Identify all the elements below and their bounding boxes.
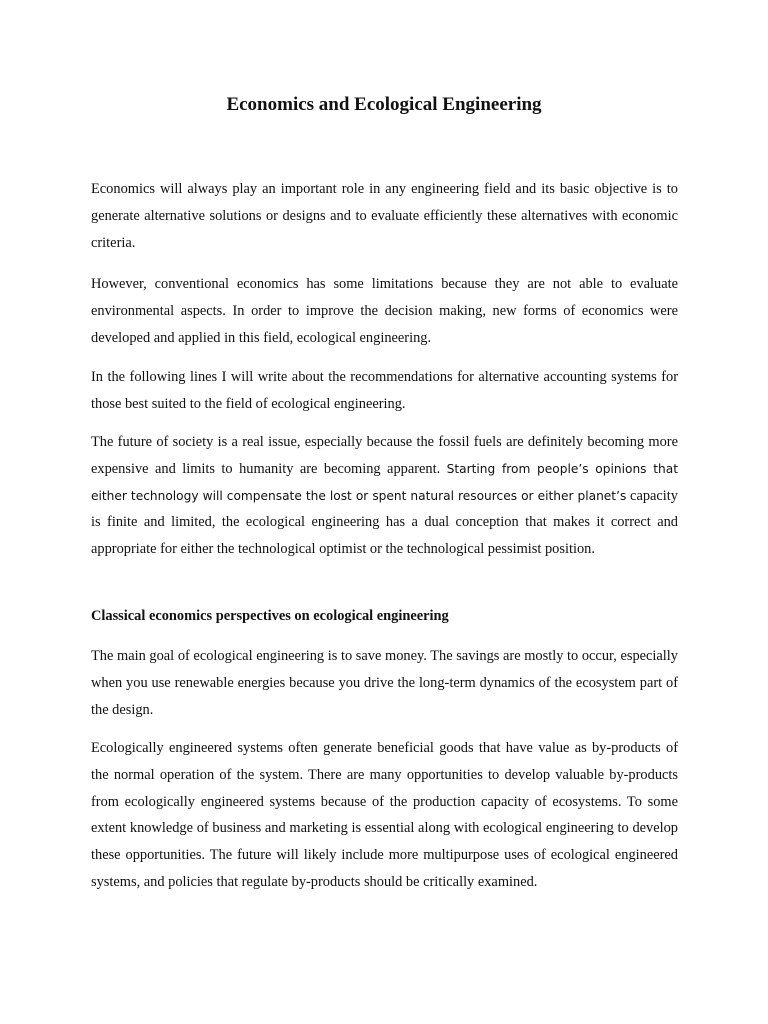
paragraph-following-lines: In the following lines I will write about the recommendations for alternative accounting systems for those best suited to the field of ecological engineering. [91,369,678,412]
document-title: Economics and Ecological Engineering [226,94,542,115]
paragraph-limitations: However, conventional economics has some limitations because they are not able to evaluate environmental aspects. In order to improve the decision making, new forms of economics were developed and applied in this field, ecological engineering. [91,276,678,346]
section-heading: Classical economics perspectives on ecological engineering [91,608,449,624]
paragraph-future-of-society [91,429,678,563]
future-text-part2: Starting from people’s opinions that either technology will compensate the lost or spent natural resources or either planet’s [91,461,678,503]
future-text-part1: The future of society is a real issue, especially because the fossil fuels are definitely becoming more expensive and limits to humanity are becoming apparent. [91,434,678,477]
future-text-part3: capacity is finite and limited, the ecological engineering has a dual conception that makes it correct and appropriate for either the technological optimist or the technological pessimist position. [91,487,678,558]
paragraph-intro: Economics will always play an important role in any engineering field and its basic objective is to generate alternative solutions or designs and to evaluate efficiently these alternatives with economic criteria. [91,181,678,251]
paragraph-by-products: Ecologically engineered systems often generate beneficial goods that have value as by-products of the normal operation of the system. There are many opportunities to develop valuable by-products from ecologically engineered systems because of the production capacity of ecosystems. To some extent knowledge of business and marketing is essential along with ecological engineering to develop these opportunities. The future will likely include more multipurpose uses of ecological engineered systems, and policies that regulate by-products should be critically examined. [91,740,678,890]
paragraph-main-goal: The main goal of ecological engineering is to save money. The savings are mostly to occur, especially when you use renewable energies because you drive the long-term dynamics of the ecosystem part of the design. [91,648,678,718]
